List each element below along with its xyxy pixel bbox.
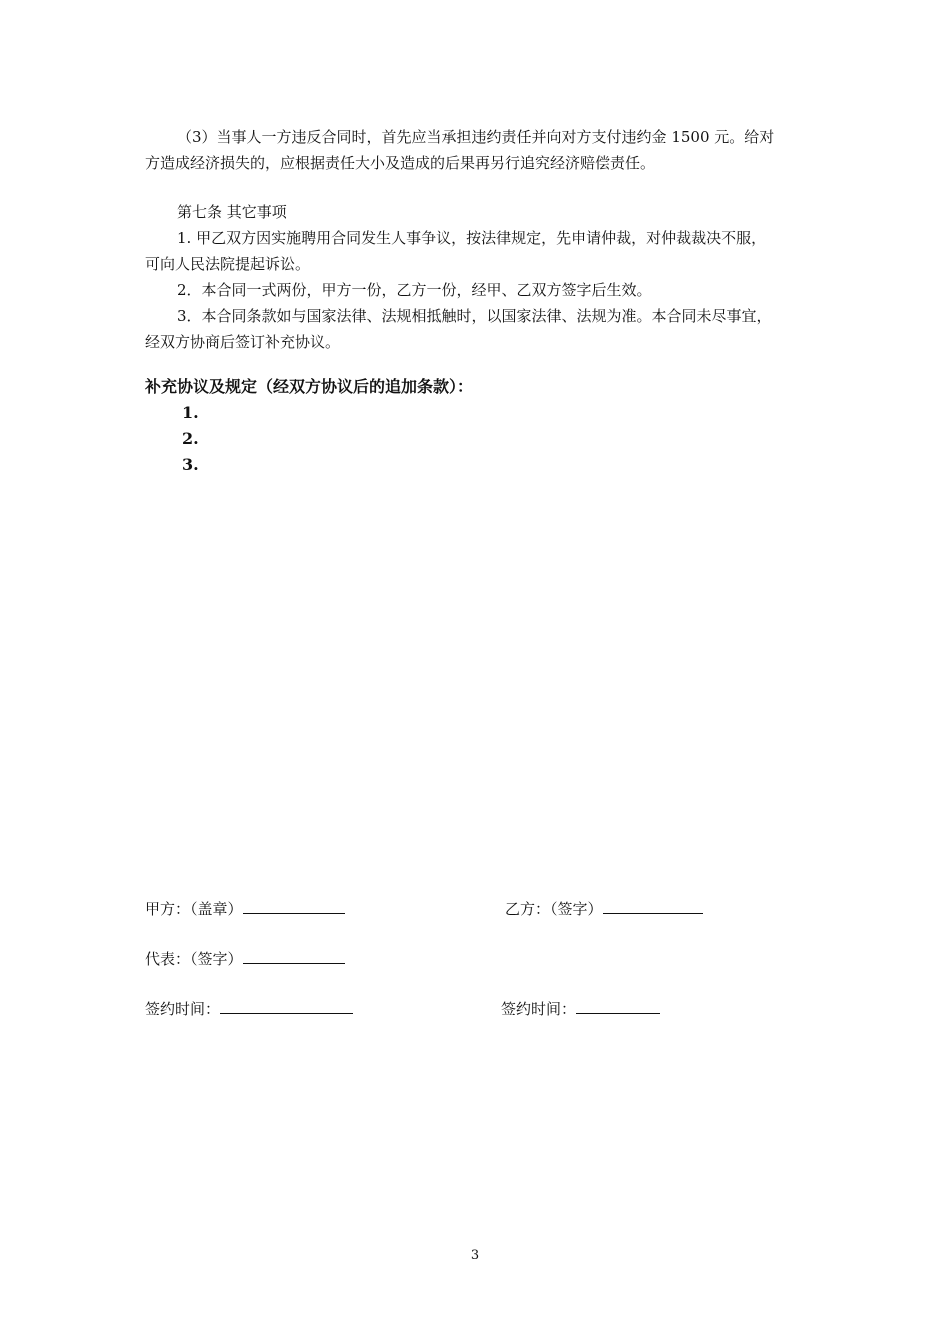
clause7-title: 第七条 其它事项 <box>177 203 287 221</box>
list-item: 2. <box>182 429 199 448</box>
clause6-item3-line1: （3）当事人一方违反合同时，首先应当承担违约责任并向对方支付违约金 1500 元。给对 <box>177 128 775 146</box>
clause7-item3-line1: 3．本合同条款如与国家法律、法规相抵触时，以国家法律、法规为准。本合同未尽事宜， <box>177 307 772 325</box>
party-a-signature <box>145 898 345 919</box>
party-b-signature <box>505 898 703 919</box>
list-item: 1. <box>182 403 199 422</box>
representative-signature-line[interactable] <box>243 949 345 964</box>
party-a-date <box>145 998 353 1019</box>
supplement-list <box>182 400 199 478</box>
clause7 <box>145 199 807 355</box>
supplement-heading: 补充协议及规定（经双方协议后的追加条款）： <box>145 377 474 396</box>
party-a-label: 甲方：（盖章） <box>145 900 243 918</box>
clause7-item1-line1: 1. 甲乙双方因实施聘用合同发生人事争议，按法律规定，先申请仲裁，对仲裁裁决不服， <box>177 229 767 247</box>
party-b-label: 乙方：（签字） <box>505 900 603 918</box>
clause7-item1-line2: 可向人民法院提起诉讼。 <box>145 255 311 273</box>
date-b-label: 签约时间： <box>501 1000 577 1018</box>
representative-signature <box>145 948 345 969</box>
date-a-line[interactable] <box>220 999 353 1014</box>
page-number: 3 <box>470 1248 480 1263</box>
representative-label: 代表：（签字） <box>145 950 243 968</box>
party-b-signature-line[interactable] <box>603 899 703 914</box>
list-item: 3. <box>182 455 199 474</box>
clause7-item2: 2．本合同一式两份，甲方一份，乙方一份，经甲、乙双方签字后生效。 <box>177 281 652 299</box>
date-a-label: 签约时间： <box>145 1000 221 1018</box>
party-a-signature-line[interactable] <box>243 899 345 914</box>
clause7-item3-line2: 经双方协商后签订补充协议。 <box>145 333 341 351</box>
party-b-date <box>501 998 660 1019</box>
date-b-line[interactable] <box>576 999 660 1014</box>
clause6-item3 <box>145 124 807 176</box>
clause6-item3-line2: 方造成经济损失的，应根据责任大小及造成的后果再另行追究经济赔偿责任。 <box>145 154 656 172</box>
